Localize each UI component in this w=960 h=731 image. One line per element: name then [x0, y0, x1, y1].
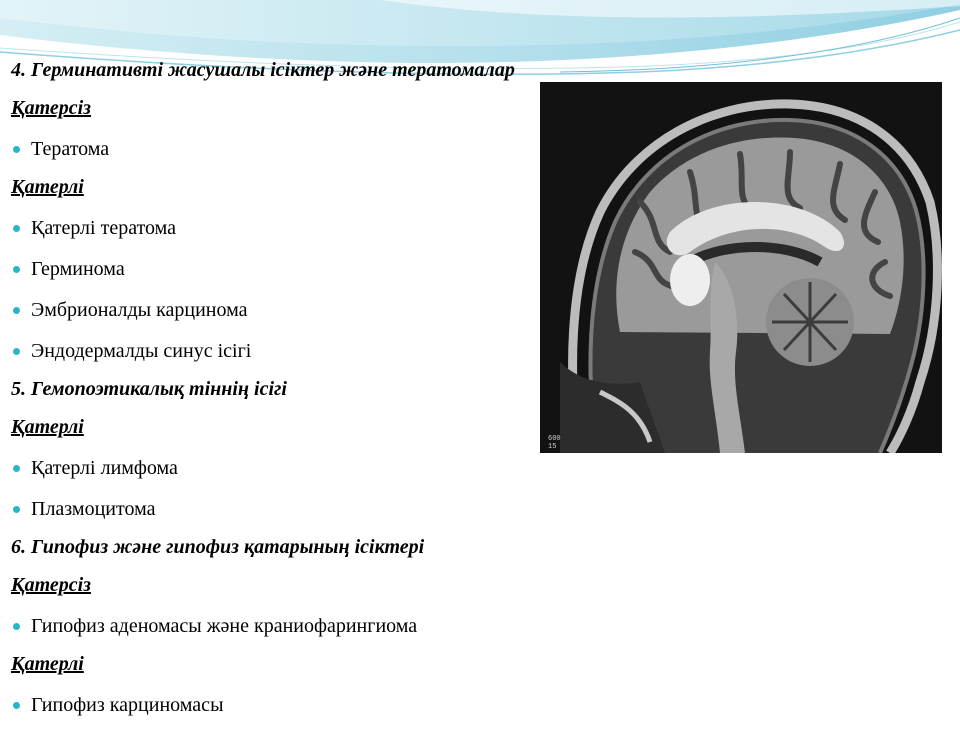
bullet-dot-icon	[13, 225, 20, 232]
list-item-text: Тератома	[31, 138, 110, 160]
category-label: Қатерсіз	[11, 97, 91, 119]
list-item	[11, 336, 671, 377]
list-item-text: Гипофиз аденомасы және краниофарингиома	[31, 615, 418, 637]
svg-text:600: 600	[548, 435, 561, 443]
bullet-dot-icon	[13, 702, 20, 709]
bullet-dot-icon	[13, 266, 20, 273]
list-item-text: Қатерлі лимфома	[31, 457, 178, 479]
category-label: Қатерлі	[11, 416, 84, 438]
list-item-text: Гипофиз карциномасы	[31, 694, 224, 716]
list-item	[11, 295, 671, 336]
list-item-text: Эмбрионалды карцинома	[31, 299, 248, 321]
bullet-dot-icon	[13, 307, 20, 314]
list-item-text: Эндодермалды синус ісігі	[31, 340, 252, 362]
category-label: Қатерлі	[11, 176, 84, 198]
bullet-dot-icon	[13, 465, 20, 472]
list-item	[11, 611, 671, 652]
list-item-text: Қатерлі тератома	[31, 217, 177, 239]
bullet-dot-icon	[13, 506, 20, 513]
bullet-dot-icon	[13, 146, 20, 153]
bullet-dot-icon	[13, 623, 20, 630]
list-item	[11, 494, 671, 535]
list-item-text: Герминома	[31, 258, 125, 280]
bullet-dot-icon	[13, 348, 20, 355]
svg-text:15: 15	[548, 443, 557, 451]
slide-content	[11, 58, 671, 731]
category-label: Қатерсіз	[11, 574, 91, 596]
list-item	[11, 453, 671, 494]
category-label: Қатерлі	[11, 653, 84, 675]
list-item-text: Плазмоцитома	[31, 498, 156, 520]
list-item	[11, 690, 671, 731]
list-item	[11, 134, 671, 175]
section-heading: 6. Гипофиз және гипофиз қатарының ісіктері	[11, 536, 425, 558]
list-item	[11, 213, 671, 254]
list-item	[11, 254, 671, 295]
section-heading: 5. Гемопоэтикалық тіннің ісігі	[11, 378, 287, 400]
section-heading: 4. Герминативті жасушалы ісіктер және тератомалар	[11, 59, 515, 81]
